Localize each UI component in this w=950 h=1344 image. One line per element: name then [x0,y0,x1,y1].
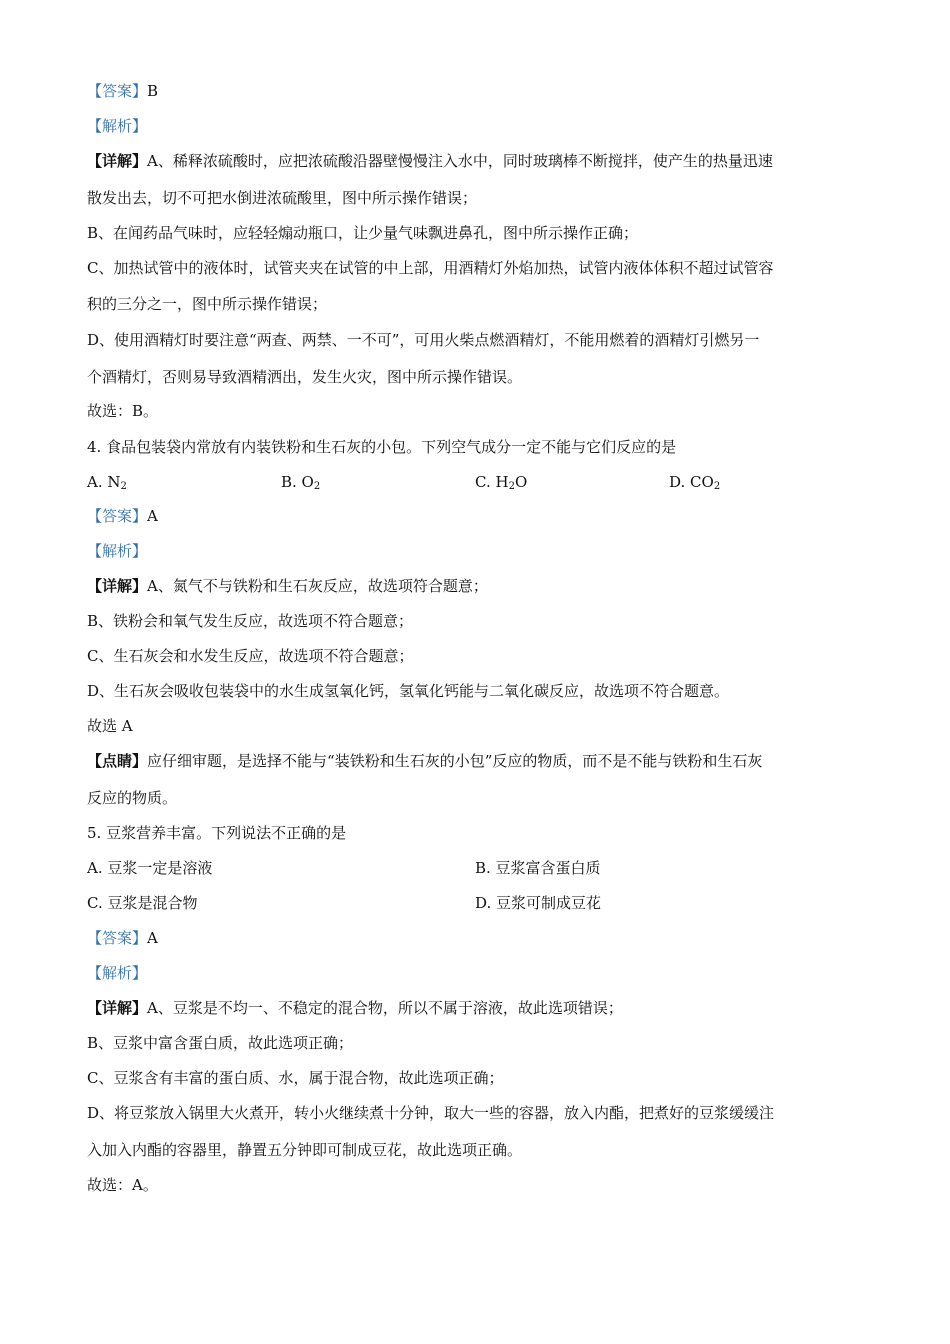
option-c: C. 豆浆是混合物 [87,894,198,912]
answer-value: B [147,82,159,100]
conclusion-line: 故选 A [87,717,133,735]
analysis-heading: 【解析】 [87,542,148,560]
detail-line: C、加热试管中的液体时，试管夹夹在试管的中上部，用酒精灯外焰加热，试管内液体体积不超过试管容 [87,259,774,277]
answer-line [87,81,158,101]
detail-line: D、生石灰会吸收包装袋中的水生成氢氧化钙，氢氧化钙能与二氧化碳反应，故选项不符合题意。 [87,682,730,700]
detail-line: 【详解】A、稀释浓硫酸时，应把浓硫酸沿器壁慢慢注入水中，同时玻璃棒不断搅拌，使产生的热量迅速 [87,152,773,170]
option-b: B. $O_2$ [281,473,321,492]
detail-line: C、生石灰会和水发生反应，故选项不符合题意； [87,647,414,665]
detail-line: 入加入内酯的容器里，静置五分钟即可制成豆花，故此选项正确。 [87,1141,523,1159]
question-stem: 5. 豆浆营养丰富。下列说法不正确的是 [87,824,347,842]
detail-line: 积的三分之一，图中所示操作错误； [87,295,328,313]
option-d: D. $CO_2$ [669,473,721,492]
detail-line: C、豆浆含有丰富的蛋白质、水，属于混合物，故此选项正确； [87,1069,504,1087]
detail-line: D、使用酒精灯时要注意“两查、两禁、一不可”，可用火柴点燃酒精灯，不能用燃着的酒精灯引燃另一 [87,331,760,349]
detail-line: B、在闻药品气味时，应轻轻煽动瓶口，让少量气味飘进鼻孔，图中所示操作正确； [87,224,639,242]
question-stem: 4. 食品包装袋内常放有内装铁粉和生石灰的小包。下列空气成分一定不能与它们反应的是 [87,438,677,456]
option-c: C. $H_2O$ [475,473,528,492]
analysis-heading: 【解析】 [87,964,148,982]
detail-line: B、豆浆中富含蛋白质，故此选项正确； [87,1034,354,1052]
option-a: A. $N_2$ [87,473,127,492]
detail-line: 散发出去，切不可把水倒进浓硫酸里，图中所示操作错误； [87,189,478,207]
option-a: A. 豆浆一定是溶液 [87,859,213,877]
detail-line: 【详解】A、氮气不与铁粉和生石灰反应，故选项符合题意； [87,577,488,595]
detail-line: 【详解】A、豆浆是不均一、不稳定的混合物，所以不属于溶液，故此选项错误； [87,999,623,1017]
analysis-heading: 【解析】 [87,117,148,135]
option-b: B. 豆浆富含蛋白质 [475,859,601,877]
detail-line: B、铁粉会和氧气发生反应，故选项不符合题意； [87,612,414,630]
answer-line: 【答案】A [87,929,158,947]
detail-line: D、将豆浆放入锅里大火煮开，转小火继续煮十分钟，取大一些的容器，放入内酯，把煮好的豆浆缓缓注 [87,1104,775,1122]
answer-value: A [147,929,158,947]
answer-line: 【答案】A [87,507,158,525]
conclusion-line: 故选：A。 [87,1176,158,1194]
tip-line: 【点睛】应仔细审题，是选择不能与“装铁粉和生石灰的小包”反应的物质，而不是不能与铁粉和生石灰 [87,752,763,770]
answer-tag: 【答案】 [87,82,148,100]
answer-value: A [147,507,158,525]
conclusion-line: 故选：B。 [87,402,159,420]
tip-line: 反应的物质。 [87,789,178,807]
detail-line: 个酒精灯，否则易导致酒精洒出，发生火灾，图中所示操作错误。 [87,368,523,386]
option-d: D. 豆浆可制成豆花 [475,894,602,912]
